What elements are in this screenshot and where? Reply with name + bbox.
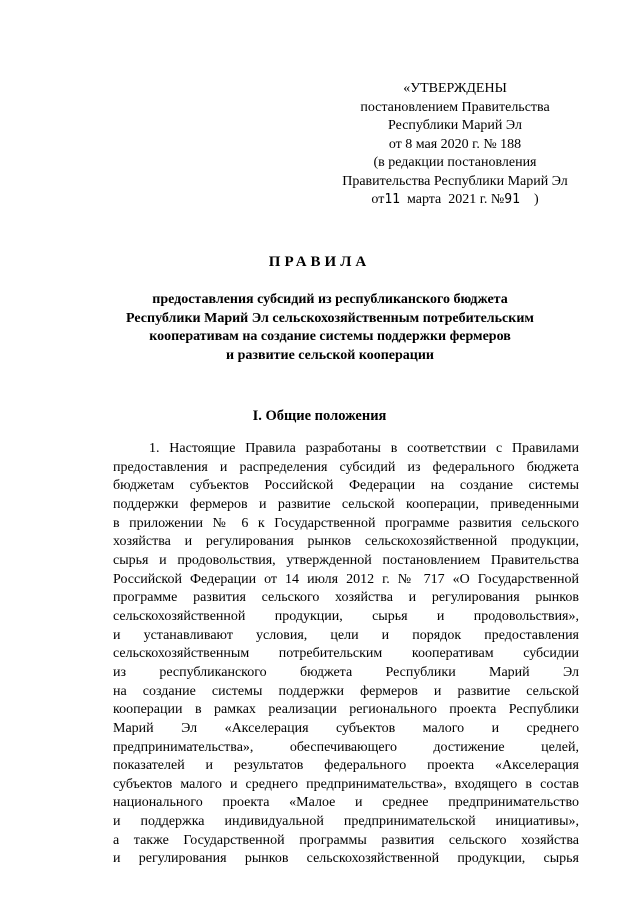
amendment-prefix: от [371,192,385,207]
paragraph-line: и устанавливают условия, цели и порядок предоставления [113,627,579,643]
paragraph-line: программе развития сельского хозяйства и регулирования рынков [113,590,579,606]
paragraph-line: из республиканского бюджета Республики Марий Эл [113,664,579,680]
approval-stamp [330,80,580,210]
approval-line: Республики Марий Эл [388,118,522,133]
amendment-year: 2021 г. № [448,192,505,207]
paragraph-line: кооперации в рамках реализации регионального проекта Республики [113,702,579,718]
paragraph-line: хозяйства и регулирования рынков сельскохозяйственной продукции, [113,534,579,550]
paragraph-line: Российской Федерации от 14 июля 2012 г. № 717 «О Государственной [113,571,579,587]
amendment-close: ) [533,192,539,207]
amendment-line [330,191,580,210]
subtitle-line: и развитие сельской кооперации [226,347,434,363]
section-heading: I. Общие положения [252,408,387,424]
paragraph-line: предоставления и распределения субсидий из федерального бюджета [113,459,579,475]
paragraph-line: показателей и результатов федерального проекта «Акселерация [113,758,579,774]
subtitle-line: кооперативам на создание системы поддержки фермеров [149,329,511,344]
amendment-month: марта [406,192,442,207]
subtitle-line: Республики Марий Эл сельскохозяйственным потребительским [126,310,534,326]
amendment-number: 91 [504,192,520,207]
paragraph-line: бюджетам субъектов Российской Федерации на создание системы [113,478,579,494]
document-subtitle [100,291,560,365]
approval-line: от 8 мая 2020 г. № 188 [388,136,522,152]
paragraph-line: предпринимательства», обеспечивающего достижение целей, [113,739,579,755]
paragraph-line: 1. Настоящие Правила разработаны в соответствии с Правилами [149,441,579,456]
approval-line: Правительства Республики Марий Эл [342,173,568,189]
document-title: ПРАВИЛА [268,254,371,270]
approval-line: (в редакции постановления [373,155,537,170]
paragraph-1 [113,440,579,869]
paragraph-line: на создание системы поддержки фермеров и развитие сельской [113,683,579,699]
paragraph-line: сельскохозяйственным потребительским кооперативам субсидии [113,646,579,662]
paragraph-line: и регулирования рынков сельскохозяйственной продукции, сырья [113,851,579,867]
subtitle-line: предоставления субсидий из республиканского бюджета [152,292,508,307]
paragraph-line: сельскохозяйственной продукции, сырья и продовольствия», [113,608,579,624]
approval-line: «УТВЕРЖДЕНЫ [403,81,507,96]
paragraph-line: поддержки фермеров и развитие сельской кооперации, приведенными [113,496,579,512]
paragraph-line: в приложении № 6 к Государственной программе развития сельского [113,515,579,531]
amendment-day: 11 [384,192,400,207]
paragraph-line: Марий Эл «Акселерация субъектов малого и среднего [113,720,579,736]
paragraph-line: сырья и продовольствия, утвержденной постановлением Правительства [113,552,579,568]
paragraph-line: а также Государственной программы развития сельского хозяйства [113,832,579,848]
paragraph-line: национального проекта «Малое и среднее предпринимательство [113,795,579,811]
approval-line: постановлением Правительства [360,99,550,115]
paragraph-line: и поддержка индивидуальной предпринимательской инициативы», [113,814,579,830]
paragraph-line: субъектов малого и среднего предпринимательства», входящего в состав [113,776,579,792]
